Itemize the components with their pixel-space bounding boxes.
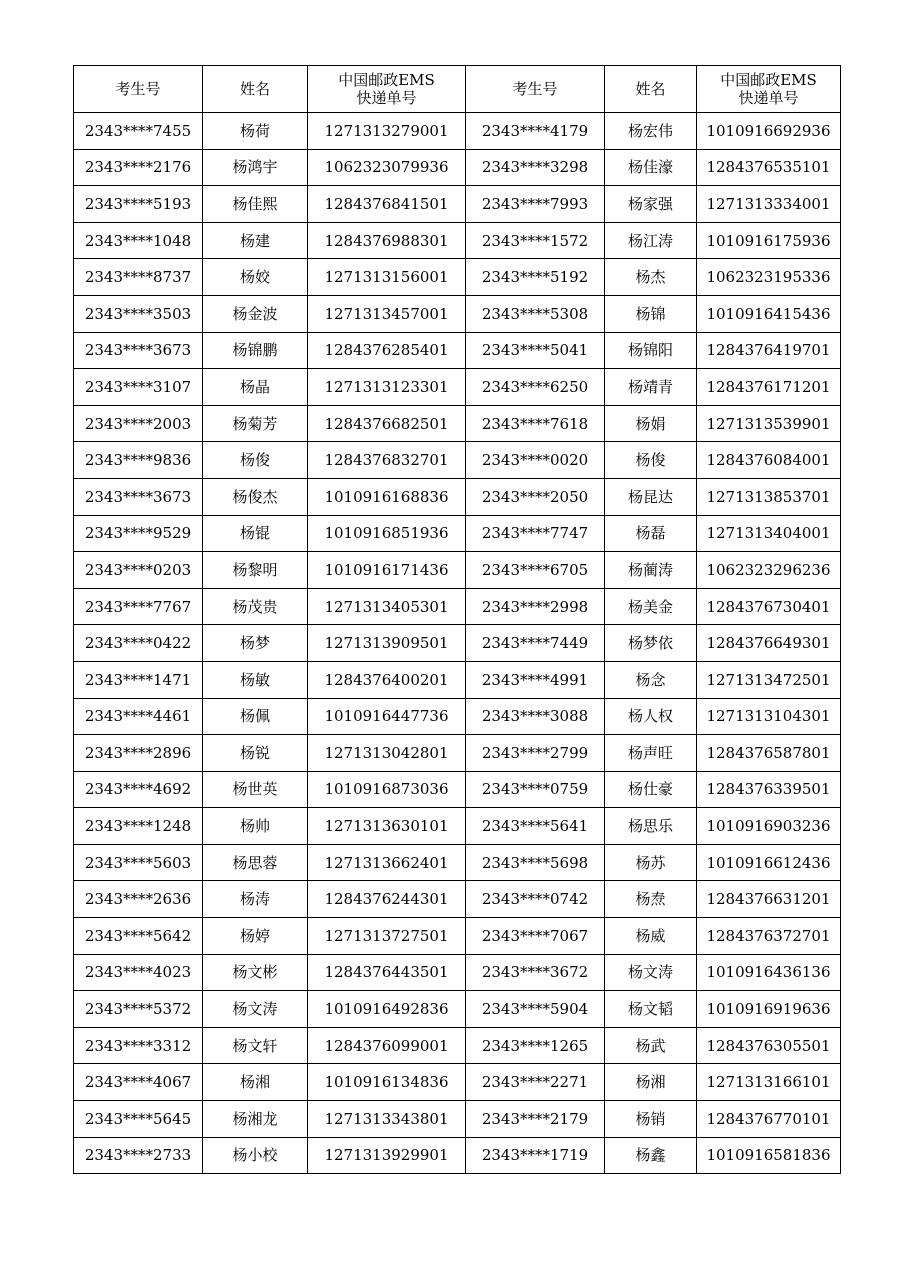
name-cell-2: 杨杰: [605, 259, 697, 296]
ems-number-cell-2: 1010916415436: [697, 295, 841, 332]
exam-no-cell: 2343****3503: [74, 295, 203, 332]
exam-no-cell-2: 2343****5041: [466, 332, 605, 369]
ems-number-cell-2: 1284376372701: [697, 918, 841, 955]
header-row: [74, 66, 841, 113]
header-ems-line1: 中国邮政EMS: [338, 71, 435, 89]
name-cell-2: 杨威: [605, 918, 697, 955]
ems-number-cell: 1284376244301: [308, 881, 466, 918]
name-cell: 杨湘: [203, 1064, 308, 1101]
table-row: [74, 478, 841, 515]
name-cell: 杨建: [203, 222, 308, 259]
exam-no-cell-2: 2343****0759: [466, 771, 605, 808]
name-cell: 杨锟: [203, 515, 308, 552]
exam-no-cell: 2343****5193: [74, 186, 203, 223]
table-row: [74, 1027, 841, 1064]
ems-number-cell-2: 1284376171201: [697, 369, 841, 406]
exam-no-cell: 2343****4461: [74, 698, 203, 735]
table-row: [74, 991, 841, 1028]
ems-number-cell: 1271313279001: [308, 113, 466, 150]
exam-no-cell-2: 2343****1265: [466, 1027, 605, 1064]
header-exam-no: 考生号: [74, 66, 203, 113]
ems-number-cell: 1284376400201: [308, 661, 466, 698]
ems-number-cell-2: 1010916581836: [697, 1137, 841, 1174]
ems-number-cell: 1271313457001: [308, 295, 466, 332]
header-ems-line2-2: 快递单号: [738, 89, 799, 107]
ems-number-cell: 1271313343801: [308, 1101, 466, 1138]
table-row: [74, 552, 841, 589]
name-cell-2: 杨靖青: [605, 369, 697, 406]
ems-number-cell: 1010916134836: [308, 1064, 466, 1101]
ems-number-cell-2: 1010916919636: [697, 991, 841, 1028]
ems-number-cell-2: 1284376305501: [697, 1027, 841, 1064]
name-cell-2: 杨文涛: [605, 954, 697, 991]
ems-number-cell: 1271313042801: [308, 735, 466, 772]
ems-number-cell: 1284376443501: [308, 954, 466, 991]
ems-number-cell-2: 1284376631201: [697, 881, 841, 918]
ems-number-cell: 1271313662401: [308, 844, 466, 881]
exam-no-cell-2: 2343****5904: [466, 991, 605, 1028]
name-cell-2: 杨仕豪: [605, 771, 697, 808]
name-cell: 杨鸿宇: [203, 149, 308, 186]
name-cell: 杨茂贵: [203, 588, 308, 625]
name-cell-2: 杨湘: [605, 1064, 697, 1101]
exam-no-cell: 2343****2636: [74, 881, 203, 918]
ems-number-cell: 1271313156001: [308, 259, 466, 296]
exam-no-cell: 2343****9529: [74, 515, 203, 552]
exam-no-cell-2: 2343****5192: [466, 259, 605, 296]
table-row: [74, 588, 841, 625]
exam-no-cell-2: 2343****5308: [466, 295, 605, 332]
name-cell: 杨晶: [203, 369, 308, 406]
name-cell-2: 杨焘: [605, 881, 697, 918]
table-row: [74, 661, 841, 698]
exam-no-cell-2: 2343****3298: [466, 149, 605, 186]
ems-number-cell-2: 1284376587801: [697, 735, 841, 772]
exam-no-cell-2: 2343****2998: [466, 588, 605, 625]
table-row: [74, 771, 841, 808]
name-cell: 杨俊杰: [203, 478, 308, 515]
header-ems: [308, 66, 466, 113]
ems-number-cell: 1010916873036: [308, 771, 466, 808]
exam-no-cell: 2343****3312: [74, 1027, 203, 1064]
name-cell: 杨帅: [203, 808, 308, 845]
ems-number-cell: 1284376285401: [308, 332, 466, 369]
name-cell-2: 杨宏伟: [605, 113, 697, 150]
table-row: [74, 881, 841, 918]
ems-number-cell-2: 1271313539901: [697, 405, 841, 442]
exam-no-cell: 2343****1471: [74, 661, 203, 698]
exam-no-cell: 2343****7455: [74, 113, 203, 150]
exam-no-cell-2: 2343****7618: [466, 405, 605, 442]
name-cell-2: 杨念: [605, 661, 697, 698]
table-row: [74, 1101, 841, 1138]
exam-no-cell-2: 2343****5698: [466, 844, 605, 881]
exam-no-cell: 2343****8737: [74, 259, 203, 296]
name-cell: 杨文涛: [203, 991, 308, 1028]
ems-number-cell-2: 1271313104301: [697, 698, 841, 735]
ems-number-cell-2: 1284376339501: [697, 771, 841, 808]
name-cell-2: 杨美金: [605, 588, 697, 625]
table-row: [74, 954, 841, 991]
exam-no-cell: 2343****2176: [74, 149, 203, 186]
exam-no-cell-2: 2343****6705: [466, 552, 605, 589]
exam-no-cell-2: 2343****7747: [466, 515, 605, 552]
name-cell-2: 杨娟: [605, 405, 697, 442]
exam-no-cell: 2343****5642: [74, 918, 203, 955]
table-body: [74, 113, 841, 1174]
name-cell-2: 杨人权: [605, 698, 697, 735]
exam-no-cell: 2343****0203: [74, 552, 203, 589]
exam-no-cell: 2343****5603: [74, 844, 203, 881]
table-row: [74, 259, 841, 296]
ems-number-cell: 1271313909501: [308, 625, 466, 662]
exam-no-cell-2: 2343****1719: [466, 1137, 605, 1174]
name-cell-2: 杨武: [605, 1027, 697, 1064]
ems-number-cell-2: 1271313472501: [697, 661, 841, 698]
ems-number-cell-2: 1271313334001: [697, 186, 841, 223]
exam-no-cell-2: 2343****7067: [466, 918, 605, 955]
table-row: [74, 149, 841, 186]
ems-number-cell: 1271313405301: [308, 588, 466, 625]
name-cell-2: 杨文韬: [605, 991, 697, 1028]
exam-no-cell: 2343****1048: [74, 222, 203, 259]
exam-no-cell-2: 2343****1572: [466, 222, 605, 259]
table-row: [74, 918, 841, 955]
exam-no-cell: 2343****2896: [74, 735, 203, 772]
exam-no-cell: 2343****4067: [74, 1064, 203, 1101]
table-row: [74, 369, 841, 406]
name-cell-2: 杨鑫: [605, 1137, 697, 1174]
name-cell: 杨黎明: [203, 552, 308, 589]
exam-no-cell-2: 2343****5641: [466, 808, 605, 845]
name-cell: 杨金波: [203, 295, 308, 332]
exam-no-cell-2: 2343****0742: [466, 881, 605, 918]
table-row: [74, 295, 841, 332]
ems-number-cell-2: 1010916436136: [697, 954, 841, 991]
ems-number-cell-2: 1062323296236: [697, 552, 841, 589]
exam-no-cell-2: 2343****3672: [466, 954, 605, 991]
name-cell-2: 杨俊: [605, 442, 697, 479]
ems-number-cell-2: 1284376649301: [697, 625, 841, 662]
ems-number-cell-2: 1284376084001: [697, 442, 841, 479]
exam-no-cell: 2343****2003: [74, 405, 203, 442]
table-row: [74, 405, 841, 442]
header-ems-line2: 快递单号: [356, 89, 417, 107]
ems-number-cell: 1271313630101: [308, 808, 466, 845]
name-cell: 杨梦: [203, 625, 308, 662]
ems-number-cell-2: 1284376419701: [697, 332, 841, 369]
name-cell: 杨姣: [203, 259, 308, 296]
table-row: [74, 442, 841, 479]
header-exam-no-2: 考生号: [466, 66, 605, 113]
name-cell-2: 杨江涛: [605, 222, 697, 259]
exam-no-cell: 2343****3673: [74, 478, 203, 515]
table-row: [74, 515, 841, 552]
table-row: [74, 332, 841, 369]
ems-number-cell-2: 1284376770101: [697, 1101, 841, 1138]
exam-no-cell-2: 2343****2050: [466, 478, 605, 515]
exam-no-cell: 2343****5372: [74, 991, 203, 1028]
name-cell: 杨世英: [203, 771, 308, 808]
exam-no-cell-2: 2343****3088: [466, 698, 605, 735]
exam-no-cell-2: 2343****4179: [466, 113, 605, 150]
name-cell: 杨小校: [203, 1137, 308, 1174]
ems-number-cell-2: 1010916175936: [697, 222, 841, 259]
table-row: [74, 113, 841, 150]
name-cell-2: 杨磊: [605, 515, 697, 552]
exam-no-cell-2: 2343****4991: [466, 661, 605, 698]
exam-no-cell: 2343****4023: [74, 954, 203, 991]
ems-number-cell: 1284376682501: [308, 405, 466, 442]
ems-number-cell: 1010916168836: [308, 478, 466, 515]
exam-no-cell: 2343****0422: [74, 625, 203, 662]
header-ems-line1-2: 中国邮政EMS: [720, 71, 817, 89]
exam-no-cell-2: 2343****7993: [466, 186, 605, 223]
exam-no-cell-2: 2343****7449: [466, 625, 605, 662]
ems-number-cell-2: 1284376730401: [697, 588, 841, 625]
name-cell-2: 杨锦: [605, 295, 697, 332]
ems-number-cell-2: 1271313853701: [697, 478, 841, 515]
name-cell: 杨涛: [203, 881, 308, 918]
name-cell-2: 杨蔺涛: [605, 552, 697, 589]
name-cell: 杨思蓉: [203, 844, 308, 881]
name-cell: 杨文轩: [203, 1027, 308, 1064]
exam-no-cell-2: 2343****2179: [466, 1101, 605, 1138]
name-cell-2: 杨苏: [605, 844, 697, 881]
header-ems-2: [697, 66, 841, 113]
name-cell: 杨婷: [203, 918, 308, 955]
exam-no-cell: 2343****7767: [74, 588, 203, 625]
exam-no-cell: 2343****9836: [74, 442, 203, 479]
name-cell: 杨佳熙: [203, 186, 308, 223]
name-cell: 杨锐: [203, 735, 308, 772]
exam-no-cell-2: 2343****2271: [466, 1064, 605, 1101]
name-cell-2: 杨昆达: [605, 478, 697, 515]
table-row: [74, 698, 841, 735]
name-cell: 杨俊: [203, 442, 308, 479]
ems-number-cell: 1284376099001: [308, 1027, 466, 1064]
name-cell-2: 杨家强: [605, 186, 697, 223]
name-cell-2: 杨销: [605, 1101, 697, 1138]
table-row: [74, 1137, 841, 1174]
exam-no-cell: 2343****5645: [74, 1101, 203, 1138]
ems-number-cell: 1010916447736: [308, 698, 466, 735]
ems-number-cell: 1010916492836: [308, 991, 466, 1028]
ems-number-cell: 1271313123301: [308, 369, 466, 406]
name-cell-2: 杨声旺: [605, 735, 697, 772]
name-cell-2: 杨思乐: [605, 808, 697, 845]
ems-number-cell-2: 1010916903236: [697, 808, 841, 845]
header-name-2: 姓名: [605, 66, 697, 113]
ems-number-cell-2: 1010916692936: [697, 113, 841, 150]
ems-number-cell: 1271313727501: [308, 918, 466, 955]
name-cell-2: 杨梦依: [605, 625, 697, 662]
ems-number-cell: 1271313929901: [308, 1137, 466, 1174]
ems-number-cell: 1284376832701: [308, 442, 466, 479]
header-name: 姓名: [203, 66, 308, 113]
name-cell-2: 杨锦阳: [605, 332, 697, 369]
table-row: [74, 222, 841, 259]
ems-number-cell: 1284376841501: [308, 186, 466, 223]
exam-no-cell-2: 2343****6250: [466, 369, 605, 406]
exam-no-cell: 2343****3107: [74, 369, 203, 406]
ems-number-cell: 1284376988301: [308, 222, 466, 259]
exam-no-cell: 2343****4692: [74, 771, 203, 808]
ems-tracking-table: [73, 65, 841, 1174]
table-row: [74, 625, 841, 662]
name-cell: 杨菊芳: [203, 405, 308, 442]
name-cell: 杨佩: [203, 698, 308, 735]
exam-no-cell: 2343****1248: [74, 808, 203, 845]
ems-number-cell-2: 1062323195336: [697, 259, 841, 296]
name-cell: 杨锦鹏: [203, 332, 308, 369]
name-cell: 杨文彬: [203, 954, 308, 991]
name-cell-2: 杨佳濠: [605, 149, 697, 186]
ems-number-cell: 1010916171436: [308, 552, 466, 589]
name-cell: 杨湘龙: [203, 1101, 308, 1138]
exam-no-cell-2: 2343****0020: [466, 442, 605, 479]
ems-number-cell: 1062323079936: [308, 149, 466, 186]
table-row: [74, 1064, 841, 1101]
name-cell: 杨荷: [203, 113, 308, 150]
ems-number-cell-2: 1010916612436: [697, 844, 841, 881]
table-row: [74, 808, 841, 845]
ems-number-cell: 1010916851936: [308, 515, 466, 552]
exam-no-cell-2: 2343****2799: [466, 735, 605, 772]
exam-no-cell: 2343****3673: [74, 332, 203, 369]
ems-number-cell-2: 1284376535101: [697, 149, 841, 186]
ems-number-cell-2: 1271313166101: [697, 1064, 841, 1101]
exam-no-cell: 2343****2733: [74, 1137, 203, 1174]
table-row: [74, 735, 841, 772]
ems-number-cell-2: 1271313404001: [697, 515, 841, 552]
table-row: [74, 844, 841, 881]
table-row: [74, 186, 841, 223]
name-cell: 杨敏: [203, 661, 308, 698]
